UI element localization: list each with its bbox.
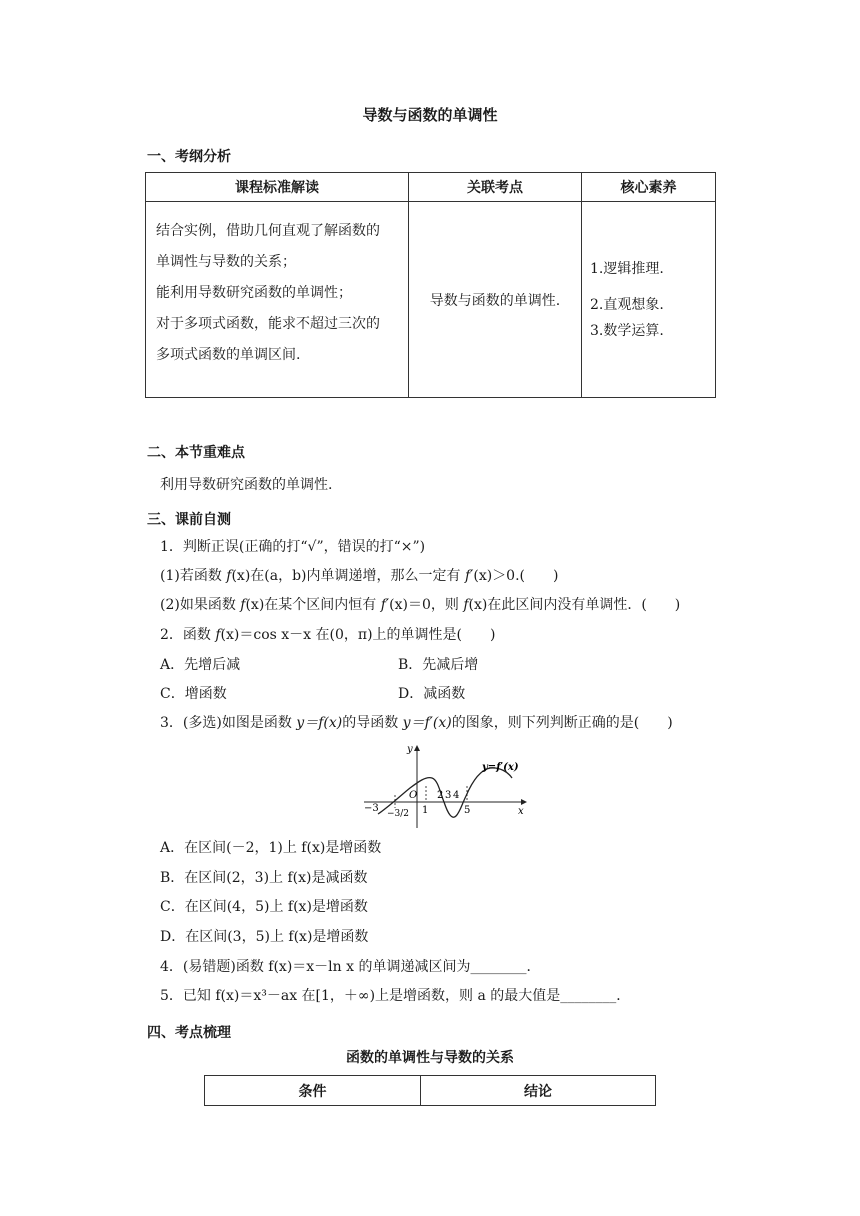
tick-2: 2 bbox=[437, 790, 444, 801]
q1-statement-1: (1)若函数 f(x)在(a，b)内单调递增，那么一定有 f′(x)＞0.( ) bbox=[160, 568, 559, 584]
standard-line: 对于多项式函数，能求不超过三次的 bbox=[156, 316, 380, 332]
q1-stem: 1．判断正误(正确的打“√”，错误的打“×”) bbox=[160, 539, 426, 555]
section-heading-self-test: 三、课前自测 bbox=[147, 512, 231, 528]
review-subtitle: 函数的单调性与导数的关系 bbox=[346, 1050, 514, 1066]
standard-line: 能利用导数研究函数的单调性； bbox=[156, 285, 352, 301]
header-related: 关联考点 bbox=[409, 173, 582, 202]
q3-stem: 3．(多选)如图是函数 y＝f(x)的导函数 y＝f′(x)的图象，则下列判断正确的是( ) bbox=[160, 715, 673, 731]
q2-stem: 2．函数 f(x)＝cos x－x 在(0，π)上的单调性是( ) bbox=[160, 627, 496, 643]
q2-option-d: D．减函数 bbox=[398, 686, 466, 702]
tick-neg3-2: −3/2 bbox=[387, 809, 410, 819]
q4-text: 4．(易错题)函数 f(x)＝x－ln x 的单调递减区间为________． bbox=[160, 959, 541, 975]
review-table bbox=[204, 1075, 656, 1106]
curve-label: y=f′(x) bbox=[482, 762, 519, 773]
q1-statement-2: (2)如果函数 f(x)在某个区间内恒有 f′(x)＝0，则 f(x)在此区间内没有单调性．( ) bbox=[160, 597, 681, 613]
standard-line: 结合实例，借助几何直观了解函数的 bbox=[156, 223, 380, 239]
literacy-item: 3.数学运算. bbox=[590, 322, 664, 339]
q2-option-a: A．先增后减 bbox=[160, 657, 241, 673]
q2-option-b: B．先减后增 bbox=[398, 657, 479, 673]
tick-1: 1 bbox=[422, 805, 429, 816]
standard-cell bbox=[146, 202, 409, 398]
q3-option-c: C．在区间(4，5)上 f(x)是增函数 bbox=[160, 899, 368, 915]
q5-text: 5．已知 f(x)＝x³－ax 在[1，＋∞)上是增函数，则 a 的最大值是________． bbox=[160, 988, 631, 1004]
related-point-cell: 导数与函数的单调性. bbox=[409, 202, 582, 398]
derivative-graph bbox=[360, 740, 530, 830]
tick-4: 4 bbox=[453, 790, 460, 801]
header-standard: 课程标准解读 bbox=[146, 173, 409, 202]
q2-option-c: C．增函数 bbox=[160, 686, 227, 702]
syllabus-table bbox=[145, 172, 716, 398]
literacy-item: 1.逻辑推理. bbox=[590, 260, 664, 277]
literacy-item: 2.直观想象. bbox=[590, 296, 664, 313]
header-literacy: 核心素养 bbox=[582, 173, 716, 202]
q3-option-a: A．在区间(－2，1)上 f(x)是增函数 bbox=[160, 840, 382, 856]
literacy-cell bbox=[582, 202, 716, 398]
q3-option-d: D．在区间(3，5)上 f(x)是增函数 bbox=[160, 929, 369, 945]
header-condition: 条件 bbox=[205, 1076, 421, 1106]
section-heading-key-points: 二、本节重难点 bbox=[147, 445, 245, 461]
header-conclusion: 结论 bbox=[421, 1076, 656, 1106]
standard-line: 单调性与导数的关系； bbox=[156, 254, 296, 270]
section-heading-review: 四、考点梳理 bbox=[147, 1025, 231, 1041]
tick-3: 3 bbox=[445, 790, 452, 801]
x-axis-label: x bbox=[518, 806, 524, 817]
tick-neg3: −3 bbox=[364, 803, 379, 814]
key-point-text: 利用导数研究函数的单调性. bbox=[160, 477, 333, 493]
section-heading-syllabus: 一、考纲分析 bbox=[147, 149, 231, 165]
origin-label: O bbox=[409, 790, 418, 801]
page-title: 导数与函数的单调性 bbox=[362, 106, 498, 124]
standard-line: 多项式函数的单调区间. bbox=[156, 347, 301, 363]
tick-5: 5 bbox=[464, 805, 471, 816]
y-axis-label: y bbox=[407, 744, 413, 755]
q3-option-b: B．在区间(2，3)上 f(x)是减函数 bbox=[160, 870, 368, 886]
